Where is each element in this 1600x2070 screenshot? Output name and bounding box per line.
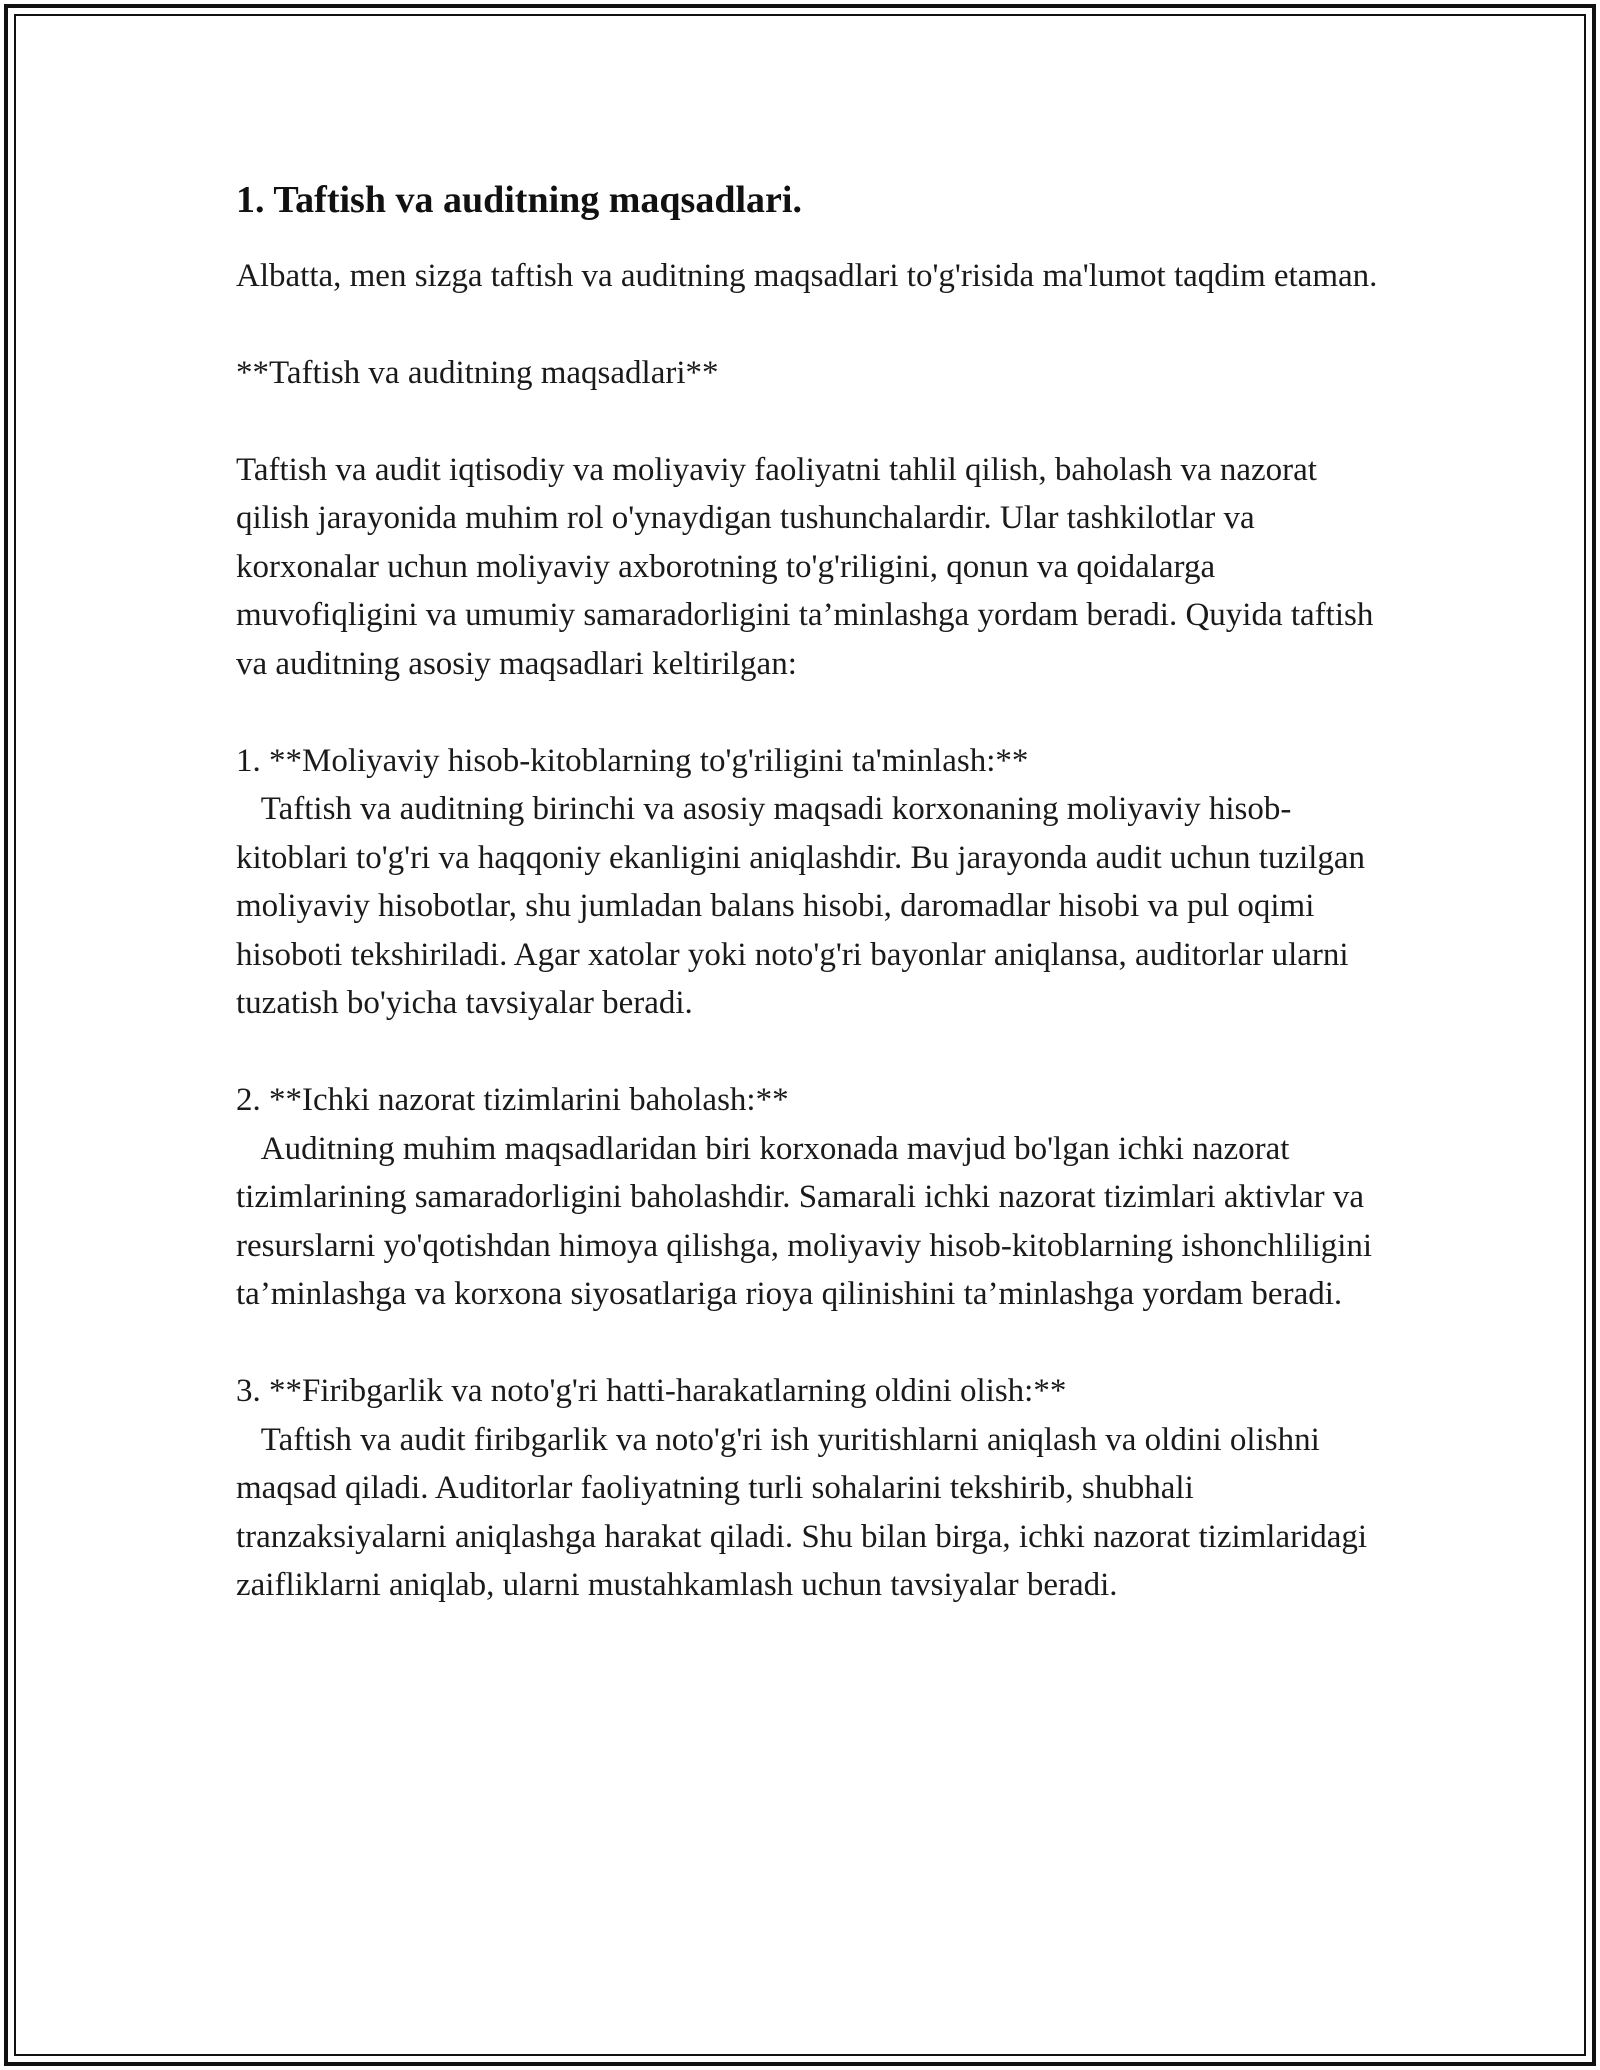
document-title: 1. Taftish va auditning maqsadlari. <box>236 179 802 221</box>
list-item <box>236 737 1386 1028</box>
paragraph-gap <box>236 688 1386 737</box>
list-item-heading: 2. **Ichki nazorat tizimlarini baholash:** <box>236 1082 789 1119</box>
list-item-heading: 3. **Firibgarlik va noto'g'ri hatti-harakatlarning oldini olish:** <box>236 1373 1067 1410</box>
paragraph-gap <box>236 1028 1386 1077</box>
list-item-body: Auditning muhim maqsadlaridan biri korxonada mavjud bo'lgan ichki nazorat tizimlarining samaradorligini baholashdir. Samarali ichki nazorat tizimlari aktivlar va resurslarni yo'qotishdan himoya qilishga, moliyaviy hisob-kitoblarning ishonchliligini ta’minlashga va korxona siyosatlariga rioya qilinishini ta’minlashga yordam beradi. <box>236 1130 1381 1313</box>
list-item <box>236 1076 1386 1319</box>
list-item-heading: 1. **Moliyaviy hisob-kitoblarning to'g'riligini ta'minlash:** <box>236 742 1029 779</box>
paragraph-gap <box>236 300 1386 349</box>
list-item-body: Taftish va auditning birinchi va asosiy maqsadi korxonaning moliyaviy hisob-kitoblari to'g'ri va haqqoniy ekanligini aniqlashdir. Bu jarayonda audit uchun tuzilgan moliyaviy hisobotlar, shu jumladan balans hisobi, daromadlar hisobi va pul oqimi hisoboti tekshiriladi. Agar xatolar yoki noto'g'ri bayonlar aniqlansa, auditorlar ularni tuzatish bo'yicha tavsiyalar beradi. <box>236 791 1374 1022</box>
paragraph-gap <box>236 397 1386 446</box>
overview-paragraph: Taftish va audit iqtisodiy va moliyaviy faoliyatni tahlil qilish, baholash va nazorat qilish jarayonida muhim rol o'ynaydigan tushunchalardir. Ular tashkilotlar va korxonalar uchun moliyaviy axborotning to'g'riligini, qonun va qoidalarga muvofiqligini va umumiy samaradorligini ta’minlashga yordam beradi. Quyida taftish va auditning asosiy maqsadlari keltirilgan: <box>236 451 1382 682</box>
intro-paragraph: Albatta, men sizga taftish va auditning maqsadlari to'g'risida ma'lumot taqdim etaman. <box>236 257 1378 294</box>
document-body <box>236 178 1386 1610</box>
list-item <box>236 1367 1386 1610</box>
paragraph-gap <box>236 1319 1386 1368</box>
section-heading: **Taftish va auditning maqsadlari** <box>236 354 719 391</box>
list-item-body: Taftish va audit firibgarlik va noto'g'ri ish yuritishlarni aniqlash va oldini olishni maqsad qiladi. Auditorlar faoliyatning turli sohalarini tekshirib, shubhali tranzaksiyalarni aniqlashga harakat qiladi. Shu bilan birga, ichki nazorat tizimlaridagi zaifliklarni aniqlab, ularni mustahkamlash uchun tavsiyalar beradi. <box>236 1421 1376 1604</box>
